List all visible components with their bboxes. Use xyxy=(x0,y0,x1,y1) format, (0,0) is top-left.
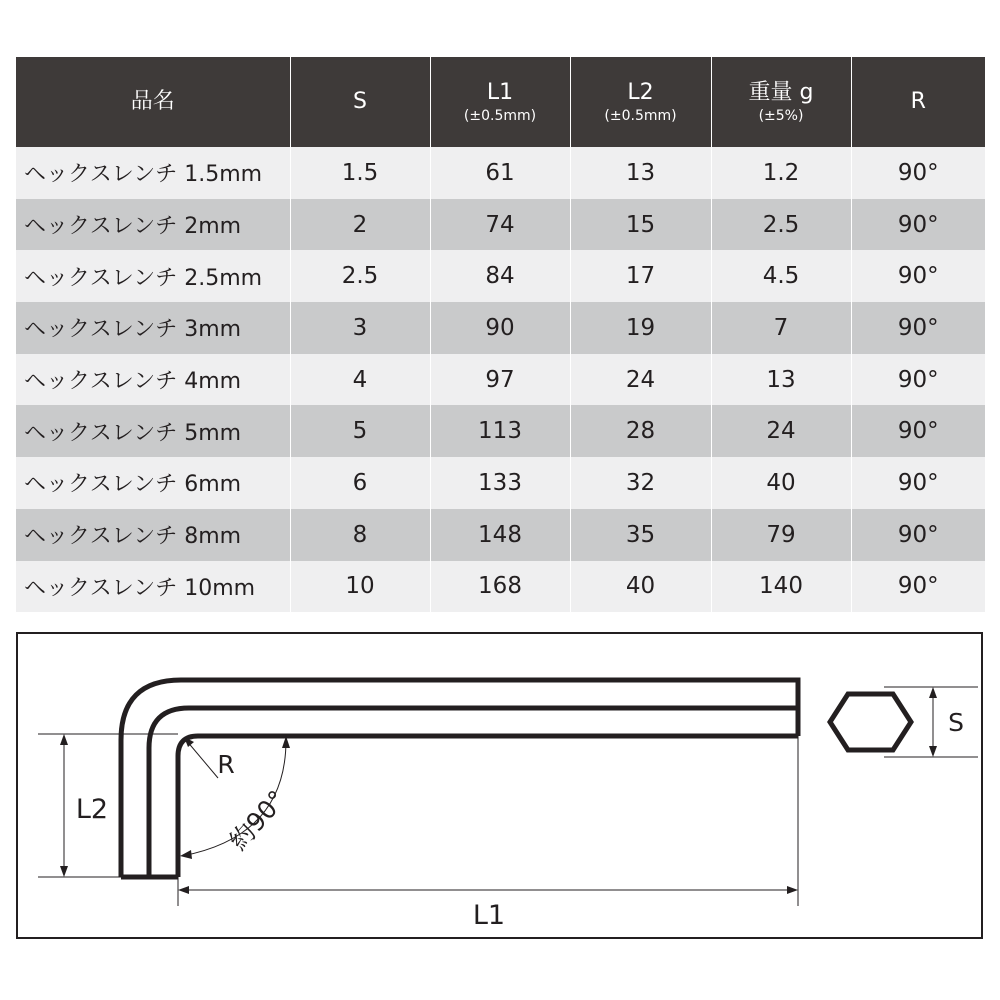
table-row xyxy=(16,405,985,457)
cell-s: 2.5 xyxy=(290,250,430,302)
cell-l2: 28 xyxy=(570,405,711,457)
header-l1: L1 (±0.5mm) xyxy=(430,57,570,147)
cell-weight: 24 xyxy=(711,405,851,457)
cell-r: 90° xyxy=(851,509,985,561)
angle-arrow-bottom xyxy=(180,850,192,859)
s-arrow-top xyxy=(929,687,937,698)
cell-weight: 79 xyxy=(711,509,851,561)
cell-r: 90° xyxy=(851,199,985,251)
header-l2-tolerance: (±0.5mm) xyxy=(604,107,677,124)
header-weight-tolerance: (±5%) xyxy=(758,107,804,124)
cell-name: ヘックスレンチ 2mm xyxy=(16,199,290,251)
cell-s: 2 xyxy=(290,199,430,251)
wrench-diagram xyxy=(16,632,983,939)
spec-table xyxy=(16,57,985,612)
angle-label: 約90° xyxy=(223,784,292,856)
table-row xyxy=(16,302,985,354)
cell-l2: 40 xyxy=(570,561,711,613)
cell-l2: 15 xyxy=(570,199,711,251)
cell-l1: 74 xyxy=(430,199,570,251)
cell-weight: 40 xyxy=(711,457,851,509)
cell-s: 8 xyxy=(290,509,430,561)
cell-s: 3 xyxy=(290,302,430,354)
cell-s: 4 xyxy=(290,354,430,406)
header-s: S xyxy=(290,57,430,147)
table-body xyxy=(16,147,985,612)
cell-r: 90° xyxy=(851,561,985,613)
cell-name: ヘックスレンチ 8mm xyxy=(16,509,290,561)
cell-l1: 90 xyxy=(430,302,570,354)
cell-name: ヘックスレンチ 3mm xyxy=(16,302,290,354)
header-weight: 重量 g (±5%) xyxy=(711,57,851,147)
cell-l1: 148 xyxy=(430,509,570,561)
cell-r: 90° xyxy=(851,302,985,354)
cell-r: 90° xyxy=(851,457,985,509)
cell-l1: 84 xyxy=(430,250,570,302)
r-leader-line xyxy=(186,740,218,778)
header-r: R xyxy=(851,57,985,147)
cell-name: ヘックスレンチ 10mm xyxy=(16,561,290,613)
cell-s: 1.5 xyxy=(290,147,430,199)
l2-label: L2 xyxy=(75,794,109,825)
cell-weight: 13 xyxy=(711,354,851,406)
cell-name: ヘックスレンチ 2.5mm xyxy=(16,250,290,302)
r-label: R xyxy=(217,750,235,779)
table-row xyxy=(16,509,985,561)
cell-s: 6 xyxy=(290,457,430,509)
cell-r: 90° xyxy=(851,147,985,199)
header-l2: L2 (±0.5mm) xyxy=(570,57,711,147)
cell-r: 90° xyxy=(851,405,985,457)
cell-l1: 133 xyxy=(430,457,570,509)
table-row xyxy=(16,147,985,199)
cell-l2: 32 xyxy=(570,457,711,509)
cell-weight: 7 xyxy=(711,302,851,354)
cell-l1: 113 xyxy=(430,405,570,457)
l1-label: L1 xyxy=(472,900,506,931)
cell-weight: 2.5 xyxy=(711,199,851,251)
cell-s: 10 xyxy=(290,561,430,613)
cell-l1: 168 xyxy=(430,561,570,613)
cell-l2: 24 xyxy=(570,354,711,406)
cell-r: 90° xyxy=(851,354,985,406)
cell-weight: 1.2 xyxy=(711,147,851,199)
hexagon-icon xyxy=(830,694,911,750)
table-row xyxy=(16,354,985,406)
header-l1-tolerance: (±0.5mm) xyxy=(463,107,537,124)
l2-arrow-bottom xyxy=(60,866,68,877)
cell-weight: 140 xyxy=(711,561,851,613)
cell-weight: 4.5 xyxy=(711,250,851,302)
cell-name: ヘックスレンチ 6mm xyxy=(16,457,290,509)
cell-name: ヘックスレンチ 5mm xyxy=(16,405,290,457)
table-row xyxy=(16,561,985,613)
table-row xyxy=(16,199,985,251)
cell-r: 90° xyxy=(851,250,985,302)
header-name: 品名 xyxy=(16,57,290,147)
s-label: S xyxy=(948,708,964,737)
cell-l1: 61 xyxy=(430,147,570,199)
table-header-row xyxy=(16,57,985,147)
cell-name: ヘックスレンチ 4mm xyxy=(16,354,290,406)
cell-name: ヘックスレンチ 1.5mm xyxy=(16,147,290,199)
l2-arrow-top xyxy=(60,734,68,745)
table-row xyxy=(16,457,985,509)
l1-arrow-right xyxy=(787,886,798,894)
cell-l2: 13 xyxy=(570,147,711,199)
cell-l2: 17 xyxy=(570,250,711,302)
s-arrow-bottom xyxy=(929,746,937,757)
table-row xyxy=(16,250,985,302)
wrench-diagram-svg xyxy=(18,634,981,937)
cell-s: 5 xyxy=(290,405,430,457)
cell-l1: 97 xyxy=(430,354,570,406)
cell-l2: 19 xyxy=(570,302,711,354)
cell-l2: 35 xyxy=(570,509,711,561)
l1-arrow-left xyxy=(178,886,189,894)
